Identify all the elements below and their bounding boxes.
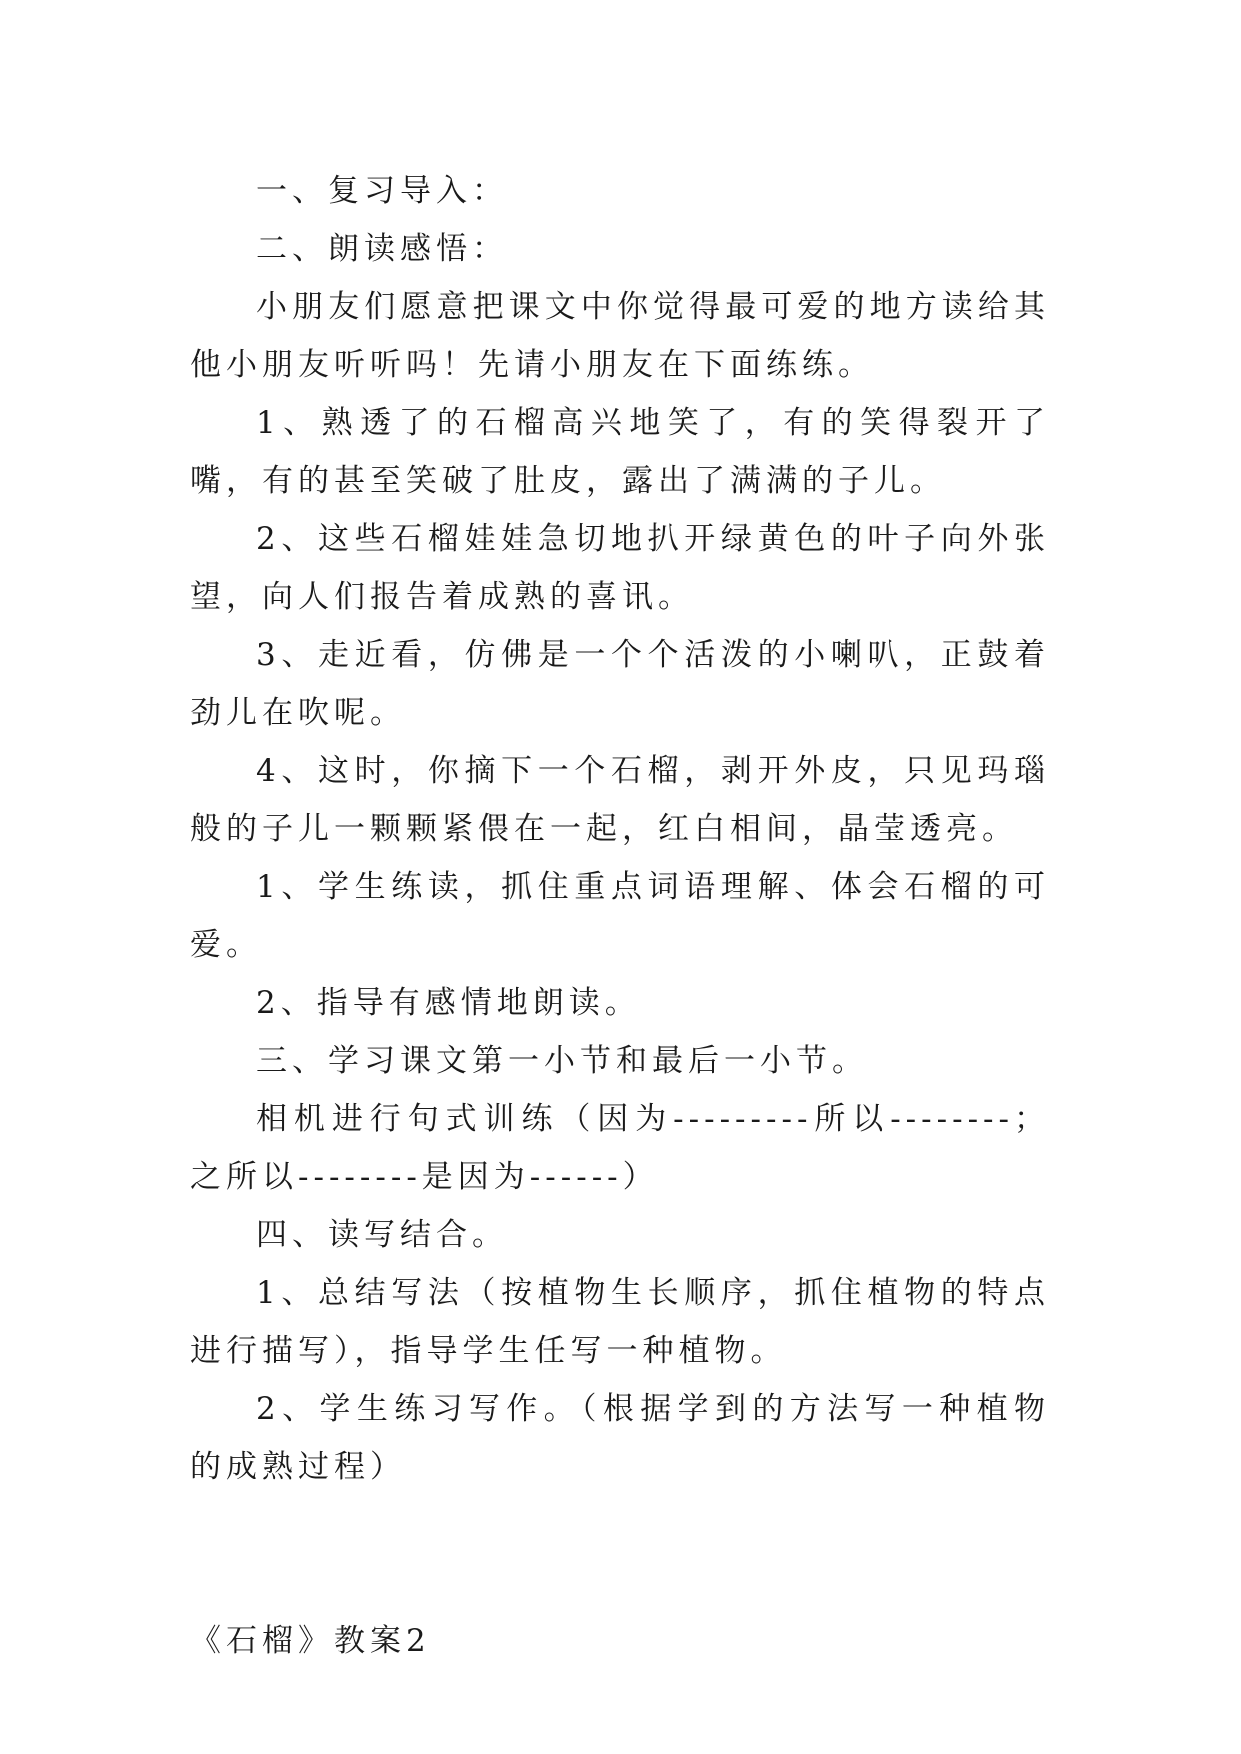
paragraph-review-intro: 一、复习导入：: [256, 173, 508, 209]
paragraph-reading-prompt: 小朋友们愿意把课文中你觉得最可爱的地方读给其他小朋友听听吗！先请小朋友在下面练练。: [190, 289, 1050, 383]
paragraph-item-2: 2、这些石榴娃娃急切地扒开绿黄色的叶子向外张望，向人们报告着成熟的喜讯。: [190, 521, 1050, 615]
section-title: 《石榴》教案2: [190, 1623, 431, 1659]
section-spacer: [190, 1496, 1050, 1612]
paragraph-section-three: 三、学习课文第一小节和最后一小节。: [256, 1043, 868, 1079]
paragraph-writing-1: 1、总结写法（按植物生长顺序，抓住植物的特点进行描写），指导学生任写一种植物。: [190, 1275, 1050, 1369]
document-body: [190, 162, 1050, 1670]
paragraph-sentence-training: 相机进行句式训练（因为---------所以--------；之所以--------是因为------）: [190, 1101, 1050, 1195]
paragraph-writing-2: 2、学生练习写作。（根据学到的方法写一种植物的成熟过程）: [190, 1391, 1050, 1485]
paragraph-item-1: 1、熟透了的石榴高兴地笑了，有的笑得裂开了嘴，有的甚至笑破了肚皮，露出了满满的子儿。: [190, 405, 1050, 499]
paragraph-reading-heading: 二、朗读感悟：: [256, 231, 508, 267]
paragraph-item-4: 4、这时，你摘下一个石榴，剥开外皮，只见玛瑙般的子儿一颗颗紧偎在一起，红白相间，晶莹透亮。: [190, 753, 1050, 847]
paragraph-practice-1: 1、学生练读，抓住重点词语理解、体会石榴的可爱。: [190, 869, 1050, 963]
paragraph-practice-2: 2、指导有感情地朗读。: [256, 985, 641, 1021]
paragraph-item-3: 3、走近看，仿佛是一个个活泼的小喇叭，正鼓着劲儿在吹呢。: [190, 637, 1050, 731]
paragraph-section-four: 四、读写结合。: [256, 1217, 508, 1253]
